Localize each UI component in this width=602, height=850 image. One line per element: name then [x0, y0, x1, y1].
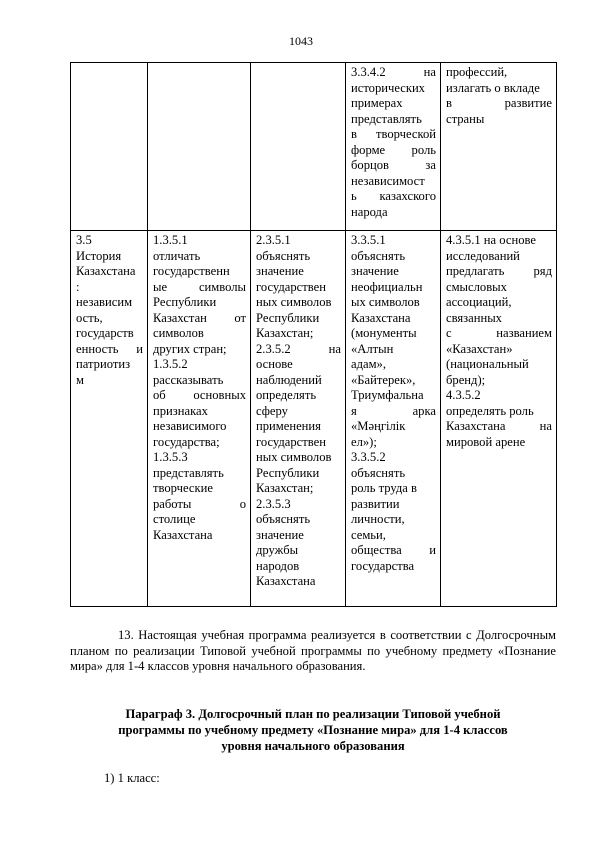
cell-text-line — [351, 404, 436, 420]
cell-text-line: (национальный — [446, 357, 529, 371]
cell-text-word: ые — [153, 279, 168, 294]
cell-text-line: представлять — [351, 111, 422, 126]
cell-text-line: 1.3.5.1 — [153, 233, 188, 247]
cell-text-line: государствен — [256, 279, 326, 294]
cell-text-word: 3.3.4.2 — [351, 65, 386, 79]
cell-text-line — [351, 127, 436, 143]
cell-text-line: примерах — [351, 96, 403, 110]
cell-text-line — [446, 326, 552, 342]
cell-text-word: форме — [351, 142, 386, 157]
cell-text-line: Казахстан; — [256, 481, 314, 495]
cell-text-line: 4.3.5.2 — [446, 388, 481, 402]
section-heading-line-3: уровня начального образования — [221, 739, 405, 753]
cell-text-word: об — [153, 388, 166, 402]
cell-text-word: роль — [411, 142, 436, 157]
cell-text-line: неофициальн — [351, 279, 423, 294]
cell-text-line: профессий, — [446, 65, 508, 79]
table-cell-r1c2 — [148, 63, 251, 231]
cell-text-line: государствен — [256, 434, 326, 449]
cell-text-word: на — [423, 65, 436, 79]
cell-text-line — [446, 96, 552, 112]
cell-text-line — [351, 158, 436, 174]
cell-text-word: названием — [496, 326, 552, 340]
cell-text-line — [153, 311, 246, 327]
table-cell-r1c3 — [251, 63, 346, 231]
cell-text-word: я — [351, 403, 357, 418]
cell-text-line: сферу — [256, 403, 288, 418]
cell-text-line — [446, 419, 552, 435]
cell-text-line: страны — [446, 111, 485, 126]
table-row — [71, 231, 557, 607]
cell-text-line — [351, 543, 436, 559]
cell-text-line: государств — [76, 326, 134, 340]
cell-text-line: объяснять — [351, 465, 406, 480]
cell-text-line — [76, 342, 143, 358]
cell-text-line — [351, 65, 436, 81]
cell-text-line: 2.3.5.3 — [256, 496, 291, 511]
cell-text-line: творческие — [153, 481, 213, 495]
table-cell-r2c5 — [441, 231, 557, 607]
page-number: 1043 — [289, 34, 313, 48]
cell-text-line: смысловых — [446, 279, 507, 294]
table-cell-r2c4 — [346, 231, 441, 607]
cell-text-line: семьи, — [351, 527, 386, 542]
cell-text-line: роль труда в — [351, 481, 417, 495]
cell-text-line: 1.3.5.2 — [153, 357, 188, 371]
cell-text-line: объяснять — [256, 248, 311, 263]
table-row — [71, 63, 557, 231]
table-cell-r2c2 — [148, 231, 251, 607]
cell-text-line: 4.3.5.1 на основе — [446, 233, 536, 247]
cell-text-line: развитии — [351, 496, 400, 511]
cell-text-line: Казахстан; — [256, 326, 314, 340]
cell-text-line: ых символов — [351, 295, 420, 309]
cell-text-line: «Казахстан» — [446, 341, 513, 356]
cell-text-line — [351, 143, 436, 159]
cell-text-line: ных символов — [256, 295, 332, 309]
cell-text-line: 1.3.5.3 — [153, 450, 188, 464]
cell-text-word: от — [234, 310, 246, 325]
cell-text-line: государства — [351, 558, 415, 573]
cell-text-line: Республики — [153, 295, 217, 309]
table-cell-r1c4 — [346, 63, 441, 231]
cell-text-line: Казахстана — [76, 264, 136, 278]
cell-text-line: : — [76, 279, 80, 294]
cell-text-word: развитие — [504, 96, 552, 110]
cell-text-line: личности, — [351, 512, 405, 526]
cell-text-line: значение — [256, 527, 304, 542]
cell-text-line: Республики — [256, 310, 320, 325]
cell-text-line: 3.3.5.1 — [351, 233, 386, 247]
cell-text-line: связанных — [446, 310, 502, 325]
cell-text-line: определять роль — [446, 403, 534, 418]
cell-text-line: государства; — [153, 434, 220, 449]
cell-text-line: ассоциаций, — [446, 295, 512, 309]
cell-text-word: предлагать — [446, 264, 505, 278]
cell-text-word: в — [351, 127, 357, 141]
cell-text-word: основных — [193, 388, 246, 402]
cell-text-line: адам», — [351, 357, 387, 371]
cell-text-word: на — [539, 419, 552, 433]
cell-text-line: История — [76, 248, 122, 263]
cell-text-line: патриотиз — [76, 357, 131, 371]
cell-text-line: 2.3.5.1 — [256, 233, 291, 247]
paragraph-13: 13. Настоящая учебная программа реализуется в соответствии с Долгосрочным планом по реализации Типовой учебной программы по учебному предмету «Познание мира» для 1-4 классов уровня начального образования. — [70, 628, 556, 673]
cell-text-line: Республики — [256, 465, 320, 480]
section-heading-line-1: Параграф 3. Долгосрочный план по реализации Типовой учебной — [125, 707, 501, 721]
cell-text-line: ел»); — [351, 434, 377, 449]
cell-text-line: государственн — [153, 264, 230, 278]
cell-text-line: отличать — [153, 248, 201, 263]
cell-text-line: объяснять — [256, 512, 311, 526]
cell-text-word: в — [446, 96, 452, 110]
cell-text-word: общества — [351, 543, 402, 557]
section-heading-line-2: программы по учебному предмету «Познание мира» для 1-4 классов — [118, 723, 508, 737]
cell-text-line: значение — [256, 264, 304, 278]
table-cell-r1c5 — [441, 63, 557, 231]
cell-text-word: Казахстана — [446, 419, 506, 433]
cell-text-line: представлять — [153, 465, 224, 480]
cell-text-line: Казахстана — [256, 574, 316, 588]
cell-text-line — [256, 342, 341, 358]
cell-text-line: (монументы — [351, 326, 417, 340]
cell-text-line: исследований — [446, 248, 520, 263]
cell-text-line: основе — [256, 357, 293, 371]
cell-text-word: Казахстан — [153, 310, 207, 325]
cell-text-line: наблюдений — [256, 372, 322, 387]
cell-text-line: независимост — [351, 173, 425, 188]
cell-text-line: применения — [256, 419, 321, 433]
cell-text-line: 3.5 — [76, 233, 92, 247]
cell-text-line: бренд); — [446, 372, 486, 387]
cell-text-line — [153, 388, 246, 404]
cell-text-line: признаках — [153, 403, 208, 418]
cell-text-line: 3.3.5.2 — [351, 450, 386, 464]
cell-text-line: символов — [153, 326, 204, 340]
cell-text-line: исторических — [351, 80, 425, 95]
cell-text-line: «Алтын — [351, 341, 394, 356]
curriculum-table — [70, 62, 557, 607]
list-item-grade-1: 1) 1 класс: — [104, 771, 160, 785]
cell-text-word: енность — [76, 341, 119, 356]
cell-text-word: с — [446, 326, 452, 340]
cell-text-word: арка — [412, 403, 436, 418]
cell-text-line: Казахстана — [351, 310, 411, 325]
cell-text-word: ь — [351, 189, 357, 203]
cell-text-line: других стран; — [153, 341, 227, 356]
cell-text-line: м — [76, 372, 84, 387]
cell-text-word: борцов — [351, 158, 389, 172]
cell-text-line — [153, 497, 246, 513]
cell-text-line: «Мәңгілік — [351, 419, 406, 433]
cell-text-line: Триумфальна — [351, 388, 424, 402]
cell-text-line: народов — [256, 558, 300, 573]
cell-text-word: на — [328, 341, 341, 356]
cell-text-line: объяснять — [351, 248, 406, 263]
cell-text-line: рассказывать — [153, 372, 224, 387]
cell-text-line: независим — [76, 295, 133, 309]
cell-text-word: 2.3.5.2 — [256, 341, 291, 356]
cell-text-word: работы — [153, 496, 192, 511]
cell-text-line: излагать о вкладе — [446, 80, 540, 95]
cell-text-line: народа — [351, 204, 388, 219]
cell-text-line: ость, — [76, 310, 103, 325]
cell-text-word: и — [136, 341, 143, 356]
cell-text-word: творческой — [376, 127, 436, 141]
cell-text-word: казахского — [379, 189, 436, 203]
cell-text-line: независимого — [153, 419, 227, 433]
cell-text-line: ных символов — [256, 450, 332, 464]
cell-text-line — [351, 189, 436, 205]
cell-text-line: мировой арене — [446, 434, 526, 449]
cell-text-word: о — [239, 496, 246, 511]
table-cell-r2c3 — [251, 231, 346, 607]
cell-text-line: значение — [351, 264, 399, 278]
cell-text-line: Казахстана — [153, 527, 213, 542]
cell-text-line — [446, 264, 552, 280]
cell-text-line: «Байтерек», — [351, 372, 416, 387]
cell-text-line: дружбы — [256, 543, 299, 557]
cell-text-word: ряд — [533, 264, 552, 278]
cell-text-word: и — [429, 543, 436, 557]
cell-text-word: символы — [198, 279, 246, 294]
table-cell-r2c1 — [71, 231, 148, 607]
cell-text-word: за — [425, 158, 436, 172]
table-cell-r1c1 — [71, 63, 148, 231]
cell-text-line — [153, 280, 246, 296]
cell-text-line: столице — [153, 512, 196, 526]
cell-text-line: определять — [256, 388, 317, 402]
